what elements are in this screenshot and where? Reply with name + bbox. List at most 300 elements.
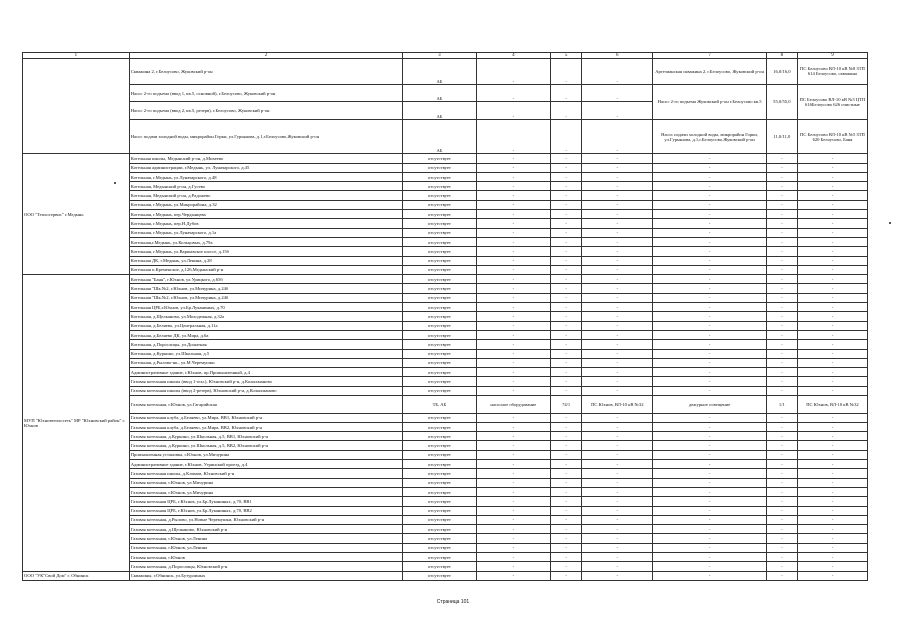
supply-point-cell: -: [797, 256, 867, 265]
column-header: 1: [23, 53, 130, 59]
object-name-cell: Газовая котельная, г.Юхнов, ул.Гагарийская: [129, 395, 403, 413]
consumer-cell: -: [653, 275, 766, 284]
feeder-cell: -: [582, 321, 653, 330]
power-cell: -: [551, 59, 582, 85]
load-cell: -: [766, 303, 797, 312]
load-cell: -: [766, 441, 797, 450]
load-cell: -: [766, 478, 797, 487]
equipment-cell: -: [476, 562, 550, 571]
equipment-cell: -: [476, 284, 550, 293]
backup-source-cell: отсутствует: [403, 422, 476, 431]
load-cell: -: [766, 386, 797, 395]
load-cell: 11,0/11,0: [766, 120, 797, 154]
equipment-cell: -: [476, 228, 550, 237]
equipment-cell: -: [476, 120, 550, 154]
supply-point-cell: -: [797, 377, 867, 386]
equipment-cell: -: [476, 506, 550, 515]
feeder-cell: -: [582, 191, 653, 200]
backup-source-cell: отсутствует: [403, 562, 476, 571]
power-cell: -: [551, 553, 582, 562]
power-cell: -: [551, 534, 582, 543]
object-name-cell: Газовая котельная клуба, д.Беляево, ул.Мира, ВВ1, Юхновский р-н: [129, 413, 403, 422]
equipment-cell: -: [476, 441, 550, 450]
load-cell: -: [766, 182, 797, 191]
object-name-cell: Котельная, д.Щелканово, ул.Молодежная, д.32а: [129, 312, 403, 321]
consumer-cell: -: [653, 312, 766, 321]
table-row: [23, 330, 868, 339]
table-row: [23, 228, 868, 237]
backup-source-cell: отсутствует: [403, 163, 476, 172]
backup-source-cell: отсутствует: [403, 154, 476, 163]
equipment-cell: -: [476, 460, 550, 469]
object-name-cell: Газовая котельная, д.Щелканово, Юхновский р-н: [129, 525, 403, 534]
backup-source-cell: отсутствует: [403, 515, 476, 524]
table-row: [23, 441, 868, 450]
object-name-cell: Газовая котельная ЦРБ, г.Юхнов, ул.Бр.Луканиных, д.70, ВВ1: [129, 497, 403, 506]
equipment-cell: -: [476, 422, 550, 431]
backup-source-cell: отсутствует: [403, 460, 476, 469]
table-row: [23, 506, 868, 515]
power-cell: -: [551, 525, 582, 534]
feeder-cell: -: [582, 102, 653, 120]
equipment-cell: -: [476, 265, 550, 274]
backup-source-cell: отсутствует: [403, 237, 476, 246]
feeder-cell: -: [582, 497, 653, 506]
object-name-cell: Газовая котельная, д.Рылово, ул.Новые Черемушки, Юхновский р-н: [129, 515, 403, 524]
consumer-cell: -: [653, 330, 766, 339]
object-name-cell: Котельная, д.Куркино, ул.Школьная, д.5: [129, 349, 403, 358]
backup-source-cell: отсутствует: [403, 497, 476, 506]
table-row: [23, 182, 868, 191]
load-cell: -: [766, 172, 797, 181]
supply-point-cell: -: [797, 525, 867, 534]
power-cell: -: [551, 120, 582, 154]
consumer-cell: Артезианская скважина 2, г.Белоусово, Жуковский р-он: [653, 59, 766, 85]
consumer-cell: -: [653, 460, 766, 469]
consumer-cell: -: [653, 358, 766, 367]
power-cell: 74/1: [551, 395, 582, 413]
feeder-cell: -: [582, 460, 653, 469]
backup-source-cell: отсутствует: [403, 172, 476, 181]
table-row: [23, 191, 868, 200]
load-cell: -: [766, 237, 797, 246]
table-row: [23, 349, 868, 358]
load-cell: -: [766, 163, 797, 172]
supply-point-cell: ПС Белоусово ВЛ-10 кВ №5 ЦТП 616Белоусово 626 очистные: [797, 84, 867, 119]
table-row: [23, 386, 868, 395]
table-row: [23, 413, 868, 422]
feeder-cell: -: [582, 330, 653, 339]
power-cell: -: [551, 256, 582, 265]
supply-point-cell: -: [797, 321, 867, 330]
power-cell: -: [551, 506, 582, 515]
object-name-cell: Газовая котельная школы (ввод 1-осн.), Юхновский р-н, д.Колыхманово: [129, 377, 403, 386]
table-row: [23, 321, 868, 330]
consumer-cell: -: [653, 534, 766, 543]
equipment-cell: -: [476, 534, 550, 543]
column-header: 2: [129, 53, 403, 59]
feeder-cell: -: [582, 59, 653, 85]
power-cell: -: [551, 422, 582, 431]
load-cell: -: [766, 247, 797, 256]
supply-point-cell: -: [797, 515, 867, 524]
object-name-cell: Котельная, г.Медынь, ул.Микрорайона, д.32: [129, 200, 403, 209]
load-cell: -: [766, 312, 797, 321]
equipment-cell: -: [476, 219, 550, 228]
object-name-cell: Котельная ДК, г.Медынь, ул.Ленина, д.28: [129, 256, 403, 265]
power-cell: -: [551, 312, 582, 321]
backup-source-cell: отсутствует: [403, 368, 476, 377]
backup-source-cell: АБ: [403, 84, 476, 102]
equipment-cell: -: [476, 321, 550, 330]
equipment-cell: -: [476, 293, 550, 302]
equipment-cell: -: [476, 102, 550, 120]
supply-point-cell: -: [797, 284, 867, 293]
object-name-cell: Насос 2-го подъема (ввод 1, кв.5, основной), г.Белоусово, Жуковский р-он: [129, 84, 403, 102]
equipment-cell: -: [476, 553, 550, 562]
object-name-cell: Котельная п.Кременское, д.126,Медынский р-н: [129, 265, 403, 274]
feeder-cell: -: [582, 312, 653, 321]
consumer-cell: -: [653, 303, 766, 312]
equipment-cell: -: [476, 525, 550, 534]
object-name-cell: Газовая котельная, г.Юхнов, ул.Ленина: [129, 534, 403, 543]
supply-point-cell: -: [797, 571, 867, 580]
backup-source-cell: отсутствует: [403, 377, 476, 386]
feeder-cell: -: [582, 571, 653, 580]
supply-point-cell: -: [797, 219, 867, 228]
supply-point-cell: -: [797, 460, 867, 469]
backup-source-cell: отсутствует: [403, 386, 476, 395]
backup-source-cell: отсутствует: [403, 534, 476, 543]
table-row: [23, 422, 868, 431]
table-row: [23, 571, 868, 580]
power-cell: -: [551, 413, 582, 422]
equipment-cell: -: [476, 182, 550, 191]
power-cell: -: [551, 330, 582, 339]
table-row: [23, 120, 868, 154]
consumer-cell: -: [653, 487, 766, 496]
load-cell: -: [766, 515, 797, 524]
equipment-cell: -: [476, 478, 550, 487]
object-name-cell: Котельная,г.Медынь, ул.Кольцовых, д.79а: [129, 237, 403, 246]
page-number: Страница 101: [436, 599, 470, 605]
column-header: 8: [766, 53, 797, 59]
power-cell: -: [551, 321, 582, 330]
equipment-cell: -: [476, 358, 550, 367]
backup-source-cell: отсутствует: [403, 247, 476, 256]
backup-source-cell: отсутствует: [403, 303, 476, 312]
equipment-cell: -: [476, 413, 550, 422]
supply-point-cell: -: [797, 506, 867, 515]
supply-point-cell: ПС Белоусово ВЛ-10 кВ №5 ЗТП 620 Белоусово, Баня: [797, 120, 867, 154]
feeder-cell: -: [582, 256, 653, 265]
supply-point-cell: -: [797, 562, 867, 571]
power-cell: -: [551, 284, 582, 293]
consumer-cell: дежурное освещение: [653, 395, 766, 413]
feeder-cell: -: [582, 368, 653, 377]
load-cell: -: [766, 460, 797, 469]
table-row: [23, 534, 868, 543]
consumer-cell: -: [653, 284, 766, 293]
consumer-cell: -: [653, 506, 766, 515]
backup-source-cell: отсутствует: [403, 413, 476, 422]
table-row: [23, 460, 868, 469]
object-name-cell: Промышленная установка, г.Юхнов, ул.Мичурина: [129, 450, 403, 459]
supply-point-cell: -: [797, 469, 867, 478]
column-header: 3: [403, 53, 476, 59]
table-row: [23, 515, 868, 524]
equipment-cell: -: [476, 84, 550, 102]
power-cell: -: [551, 275, 582, 284]
backup-source-cell: отсутствует: [403, 525, 476, 534]
feeder-cell: -: [582, 182, 653, 191]
load-cell: -: [766, 219, 797, 228]
power-cell: -: [551, 450, 582, 459]
equipment-cell: -: [476, 59, 550, 85]
backup-source-cell: отсутствует: [403, 256, 476, 265]
table-row: [23, 256, 868, 265]
consumer-cell: -: [653, 497, 766, 506]
consumer-cell: Насос подачи холодной воды, микрорайон Горки, ул.Гурьянова, д.1,г.Белоусово,Жуковский р-он: [653, 120, 766, 154]
backup-source-cell: отсутствует: [403, 228, 476, 237]
feeder-cell: -: [582, 358, 653, 367]
load-cell: -: [766, 275, 797, 284]
consumer-cell: -: [653, 219, 766, 228]
table-row: [23, 525, 868, 534]
load-cell: -: [766, 469, 797, 478]
feeder-cell: -: [582, 265, 653, 274]
table-row: [23, 163, 868, 172]
table-row: [23, 84, 868, 102]
backup-source-cell: отсутствует: [403, 571, 476, 580]
equipment-cell: -: [476, 200, 550, 209]
load-cell: -: [766, 450, 797, 459]
feeder-cell: -: [582, 349, 653, 358]
equipment-cell: -: [476, 303, 550, 312]
organization-cell: ООО "УК"Свой Дом" г. Обнинск: [23, 571, 130, 580]
backup-source-cell: отсутствует: [403, 543, 476, 552]
feeder-cell: -: [582, 432, 653, 441]
power-cell: -: [551, 487, 582, 496]
table-row: [23, 395, 868, 413]
power-cell: -: [551, 303, 582, 312]
load-cell: -: [766, 497, 797, 506]
load-cell: -: [766, 534, 797, 543]
backup-source-cell: отсутствует: [403, 200, 476, 209]
supply-point-cell: -: [797, 368, 867, 377]
object-name-cell: Котельная "Шк.№2, г.Юхнов, ул.Мичурина, д.24б: [129, 284, 403, 293]
equipment-cell: -: [476, 368, 550, 377]
power-cell: -: [551, 102, 582, 120]
consumer-cell: -: [653, 293, 766, 302]
object-name-cell: Насос 2-го подъема (ввод 2, кв.5, резерв), г.Белоусово, Жуковский р-он: [129, 102, 403, 120]
feeder-cell: -: [582, 284, 653, 293]
load-cell: -: [766, 321, 797, 330]
consumer-cell: -: [653, 210, 766, 219]
table-row: [23, 200, 868, 209]
load-cell: -: [766, 330, 797, 339]
power-cell: -: [551, 368, 582, 377]
supply-point-cell: -: [797, 237, 867, 246]
supply-point-cell: -: [797, 247, 867, 256]
power-cell: -: [551, 349, 582, 358]
consumer-cell: -: [653, 386, 766, 395]
power-cell: -: [551, 84, 582, 102]
supply-point-cell: -: [797, 413, 867, 422]
power-cell: -: [551, 163, 582, 172]
feeder-cell: -: [582, 247, 653, 256]
feeder-cell: -: [582, 543, 653, 552]
consumer-cell: -: [653, 368, 766, 377]
table-row: [23, 210, 868, 219]
supply-point-cell: -: [797, 553, 867, 562]
power-cell: -: [551, 386, 582, 395]
feeder-cell: -: [582, 441, 653, 450]
feeder-cell: -: [582, 228, 653, 237]
backup-source-cell: отсутствует: [403, 340, 476, 349]
table-row: [23, 543, 868, 552]
object-name-cell: Котельная "Баня", г.Юхнов, ул.Урицкого, д.65б: [129, 275, 403, 284]
supply-point-cell: -: [797, 478, 867, 487]
supply-point-cell: -: [797, 358, 867, 367]
power-cell: -: [551, 571, 582, 580]
object-name-cell: Котельная, д.Беляево, ул.Центральная, д.11а: [129, 321, 403, 330]
object-name-cell: Газовая котельная, г.Юхнов, ул.Мичурина: [129, 487, 403, 496]
object-name-cell: Котельная школы, Медынский р-он, д.Михеево: [129, 154, 403, 163]
table-row: [23, 154, 868, 163]
data-table: [22, 52, 868, 581]
supply-point-cell: ПС Юхнов, ВЛ-10 кВ №32: [797, 395, 867, 413]
backup-source-cell: отсутствует: [403, 432, 476, 441]
backup-source-cell: отсутствует: [403, 469, 476, 478]
scan-speck: [114, 182, 116, 184]
supply-point-cell: -: [797, 487, 867, 496]
scan-speck: [889, 222, 891, 224]
power-cell: -: [551, 219, 582, 228]
supply-point-cell: -: [797, 182, 867, 191]
organization-cell: [23, 59, 130, 154]
table-row: [23, 312, 868, 321]
equipment-cell: -: [476, 191, 550, 200]
power-cell: -: [551, 515, 582, 524]
backup-source-cell: отсутствует: [403, 284, 476, 293]
load-cell: -: [766, 368, 797, 377]
load-cell: -: [766, 256, 797, 265]
feeder-cell: -: [582, 154, 653, 163]
backup-source-cell: отсутствует: [403, 441, 476, 450]
table-row: [23, 432, 868, 441]
backup-source-cell: отсутствует: [403, 191, 476, 200]
supply-point-cell: -: [797, 497, 867, 506]
power-cell: -: [551, 200, 582, 209]
object-name-cell: Скважина 2, г.Белоусово, Жуковский р-он: [129, 59, 403, 85]
consumer-cell: -: [653, 340, 766, 349]
consumer-cell: -: [653, 413, 766, 422]
equipment-cell: -: [476, 515, 550, 524]
feeder-cell: -: [582, 163, 653, 172]
equipment-cell: -: [476, 386, 550, 395]
power-cell: -: [551, 182, 582, 191]
power-cell: -: [551, 469, 582, 478]
equipment-cell: -: [476, 377, 550, 386]
consumer-cell: -: [653, 422, 766, 431]
load-cell: -: [766, 432, 797, 441]
equipment-cell: -: [476, 312, 550, 321]
equipment-cell: -: [476, 256, 550, 265]
table-row: [23, 219, 868, 228]
object-name-cell: Газовая котельная, д.Куркино, ул.Школьная, д.5, ВВ1, Юхновский р-н: [129, 432, 403, 441]
column-header: 7: [653, 53, 766, 59]
power-cell: -: [551, 377, 582, 386]
supply-point-cell: -: [797, 228, 867, 237]
equipment-cell: -: [476, 497, 550, 506]
supply-point-cell: -: [797, 349, 867, 358]
feeder-cell: -: [582, 172, 653, 181]
consumer-cell: -: [653, 543, 766, 552]
equipment-cell: -: [476, 330, 550, 339]
load-cell: -: [766, 293, 797, 302]
table-row: [23, 377, 868, 386]
consumer-cell: -: [653, 432, 766, 441]
object-name-cell: Котельная, г.Медынь, ул.Варшавское шоссе, д.15б: [129, 247, 403, 256]
column-header: 9: [797, 53, 867, 59]
equipment-cell: -: [476, 543, 550, 552]
supply-point-cell: -: [797, 210, 867, 219]
supply-point-cell: -: [797, 191, 867, 200]
table-row: [23, 469, 868, 478]
supply-point-cell: -: [797, 534, 867, 543]
feeder-cell: -: [582, 303, 653, 312]
power-cell: -: [551, 340, 582, 349]
table-row: [23, 275, 868, 284]
consumer-cell: -: [653, 377, 766, 386]
supply-point-cell: -: [797, 163, 867, 172]
load-cell: -: [766, 154, 797, 163]
backup-source-cell: ТБ, АБ: [403, 395, 476, 413]
consumer-cell: -: [653, 265, 766, 274]
object-name-cell: Газовая котельная, д.Порослицы, Юхновский р-н: [129, 562, 403, 571]
backup-source-cell: отсутствует: [403, 487, 476, 496]
object-name-cell: Котельная, г.Медынь, пер.Н.Дубов: [129, 219, 403, 228]
backup-source-cell: отсутствует: [403, 349, 476, 358]
equipment-cell: -: [476, 275, 550, 284]
power-cell: -: [551, 228, 582, 237]
load-cell: -: [766, 562, 797, 571]
consumer-cell: -: [653, 200, 766, 209]
object-name-cell: Административное здание, г.Юхнов, Угринский проезд, д.4: [129, 460, 403, 469]
object-name-cell: Котельная, Медынский р-он, д.Гусево: [129, 182, 403, 191]
feeder-cell: -: [582, 340, 653, 349]
power-cell: -: [551, 543, 582, 552]
power-cell: -: [551, 497, 582, 506]
backup-source-cell: отсутствует: [403, 275, 476, 284]
feeder-cell: -: [582, 469, 653, 478]
equipment-cell: -: [476, 163, 550, 172]
backup-source-cell: отсутствует: [403, 293, 476, 302]
object-name-cell: Газовая котельная, г.Юхнов, ул.Ленина: [129, 543, 403, 552]
table-row: [23, 303, 868, 312]
equipment-cell: -: [476, 210, 550, 219]
equipment-cell: -: [476, 487, 550, 496]
backup-source-cell: отсутствует: [403, 478, 476, 487]
consumer-cell: -: [653, 163, 766, 172]
object-name-cell: Котельная ЦРБ,г.Юхнов, ул.Бр.Луканиных, д.70: [129, 303, 403, 312]
load-cell: -: [766, 543, 797, 552]
table-row: [23, 340, 868, 349]
feeder-cell: -: [582, 534, 653, 543]
load-cell: -: [766, 553, 797, 562]
feeder-cell: -: [582, 553, 653, 562]
